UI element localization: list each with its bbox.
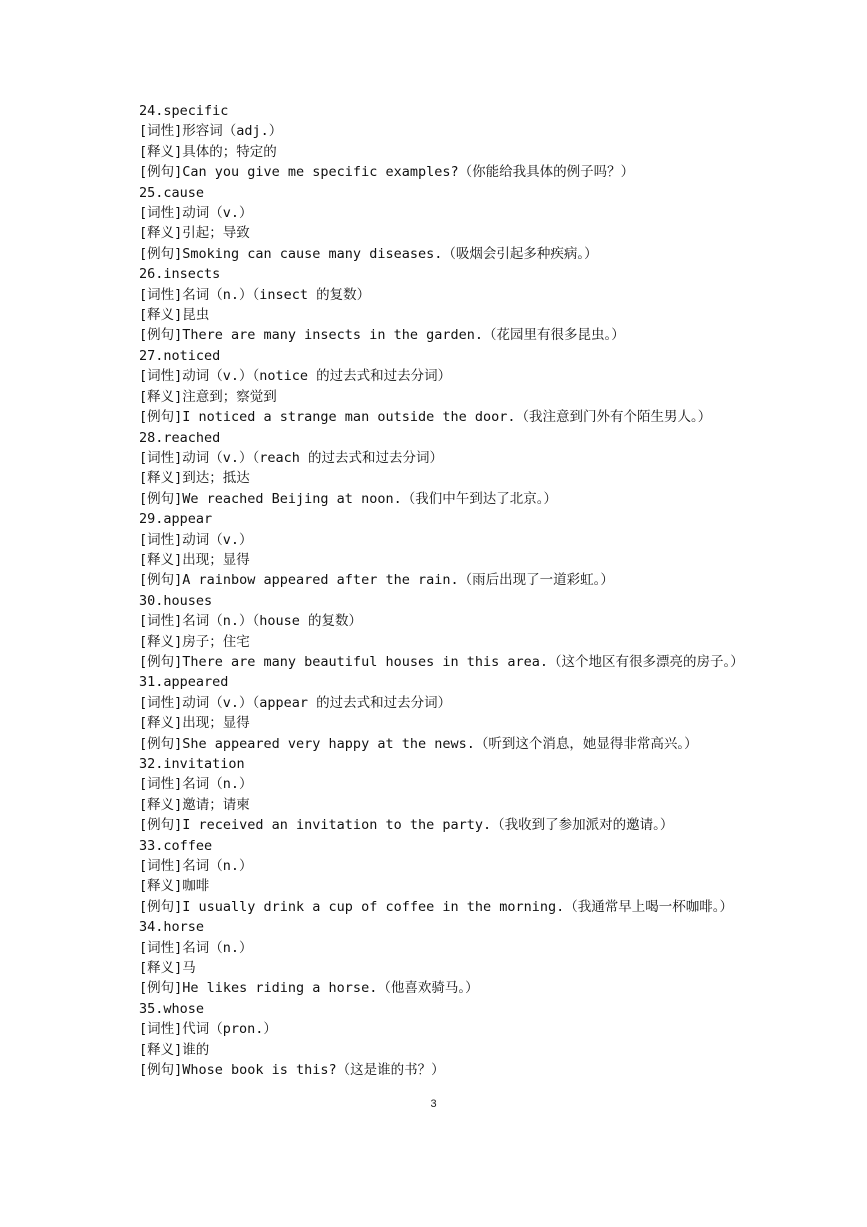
entry-part-of-speech: [词性]代词（pron.） bbox=[139, 1021, 277, 1038]
entry-meaning: [释义]出现；显得 bbox=[139, 715, 250, 732]
vocab-entry-26 bbox=[139, 264, 829, 346]
entry-headword: 29.appear bbox=[139, 511, 213, 528]
entry-example: [例句]Smoking can cause many diseases.（吸烟会引起多种疾病。） bbox=[139, 245, 598, 262]
entry-part-of-speech: [词性]名词（n.） bbox=[139, 776, 253, 793]
vocab-entry-34 bbox=[139, 917, 829, 999]
vocab-entry-31 bbox=[139, 672, 829, 754]
entry-example: [例句]Can you give me specific examples?（你能给我具体的例子吗？） bbox=[139, 164, 635, 181]
entry-meaning: [释义]房子；住宅 bbox=[139, 633, 250, 650]
entry-part-of-speech: [词性]名词（n.） bbox=[139, 858, 253, 875]
entry-example: [例句]We reached Beijing at noon.（我们中午到达了北京。） bbox=[139, 490, 557, 507]
entry-headword: 27.noticed bbox=[139, 347, 221, 364]
vocab-entry-27 bbox=[139, 346, 829, 428]
entry-headword: 26.insects bbox=[139, 266, 221, 283]
vocab-entry-28 bbox=[139, 428, 829, 510]
entry-meaning: [释义]引起；导致 bbox=[139, 225, 250, 242]
page-number: 3 bbox=[430, 1098, 437, 1110]
entry-part-of-speech: [词性]形容词（adj.） bbox=[139, 123, 283, 140]
entry-meaning: [释义]谁的 bbox=[139, 1041, 210, 1058]
entry-part-of-speech: [词性]动词（v.）（notice 的过去式和过去分词） bbox=[139, 368, 452, 385]
vocab-entry-30 bbox=[139, 591, 829, 673]
vocab-entry-35 bbox=[139, 999, 829, 1081]
entry-meaning: [释义]咖啡 bbox=[139, 878, 210, 895]
entry-meaning: [释义]出现；显得 bbox=[139, 551, 250, 568]
entry-headword: 31.appeared bbox=[139, 674, 229, 691]
entry-part-of-speech: [词性]名词（n.） bbox=[139, 939, 253, 956]
entry-meaning: [释义]具体的；特定的 bbox=[139, 143, 277, 160]
entry-headword: 28.reached bbox=[139, 429, 221, 446]
entry-meaning: [释义]邀请；请柬 bbox=[139, 796, 250, 813]
vocab-entry-29 bbox=[139, 509, 829, 591]
entry-example: [例句]I noticed a strange man outside the door.（我注意到门外有个陌生男人。） bbox=[139, 409, 712, 426]
vocab-entry-25 bbox=[139, 183, 829, 265]
entry-part-of-speech: [词性]动词（v.） bbox=[139, 531, 253, 548]
entry-headword: 30.houses bbox=[139, 592, 213, 609]
entry-meaning: [释义]注意到；察觉到 bbox=[139, 388, 277, 405]
entry-headword: 25.cause bbox=[139, 184, 205, 201]
entry-headword: 33.coffee bbox=[139, 837, 213, 854]
entry-example: [例句]Whose book is this?（这是谁的书？） bbox=[139, 1062, 445, 1079]
entry-example: [例句]A rainbow appeared after the rain.（雨后出现了一道彩虹。） bbox=[139, 572, 614, 589]
entry-headword: 34.horse bbox=[139, 919, 205, 936]
vocab-entry-24 bbox=[139, 101, 829, 183]
entry-example: [例句]She appeared very happy at the news.（听到这个消息，她显得非常高兴。） bbox=[139, 735, 698, 752]
entry-part-of-speech: [词性]名词（n.）（insect 的复数） bbox=[139, 286, 371, 303]
entry-part-of-speech: [词性]动词（v.）（appear 的过去式和过去分词） bbox=[139, 694, 452, 711]
entry-example: [例句]There are many beautiful houses in this area.（这个地区有很多漂亮的房子。） bbox=[139, 653, 744, 670]
entry-example: [例句]I received an invitation to the party.（我收到了参加派对的邀请。） bbox=[139, 817, 674, 834]
vocab-entry-32 bbox=[139, 754, 829, 836]
entry-headword: 35.whose bbox=[139, 1000, 205, 1017]
entry-part-of-speech: [词性]动词（v.） bbox=[139, 205, 253, 222]
entry-meaning: [释义]昆虫 bbox=[139, 307, 210, 324]
vocab-entry-33 bbox=[139, 836, 829, 918]
entry-example: [例句]I usually drink a cup of coffee in the morning.（我通常早上喝一杯咖啡。） bbox=[139, 898, 734, 915]
entry-example: [例句]There are many insects in the garden.（花园里有很多昆虫。） bbox=[139, 327, 625, 344]
vocabulary-list bbox=[139, 101, 829, 1081]
entry-headword: 24.specific bbox=[139, 103, 229, 119]
entry-headword: 32.invitation bbox=[139, 756, 245, 772]
entry-part-of-speech: [词性]名词（n.）（house 的复数） bbox=[139, 613, 363, 630]
entry-part-of-speech: [词性]动词（v.）（reach 的过去式和过去分词） bbox=[139, 449, 444, 466]
entry-meaning: [释义]到达；抵达 bbox=[139, 470, 250, 487]
entry-example: [例句]He likes riding a horse.（他喜欢骑马。） bbox=[139, 980, 479, 997]
entry-meaning: [释义]马 bbox=[139, 960, 196, 977]
